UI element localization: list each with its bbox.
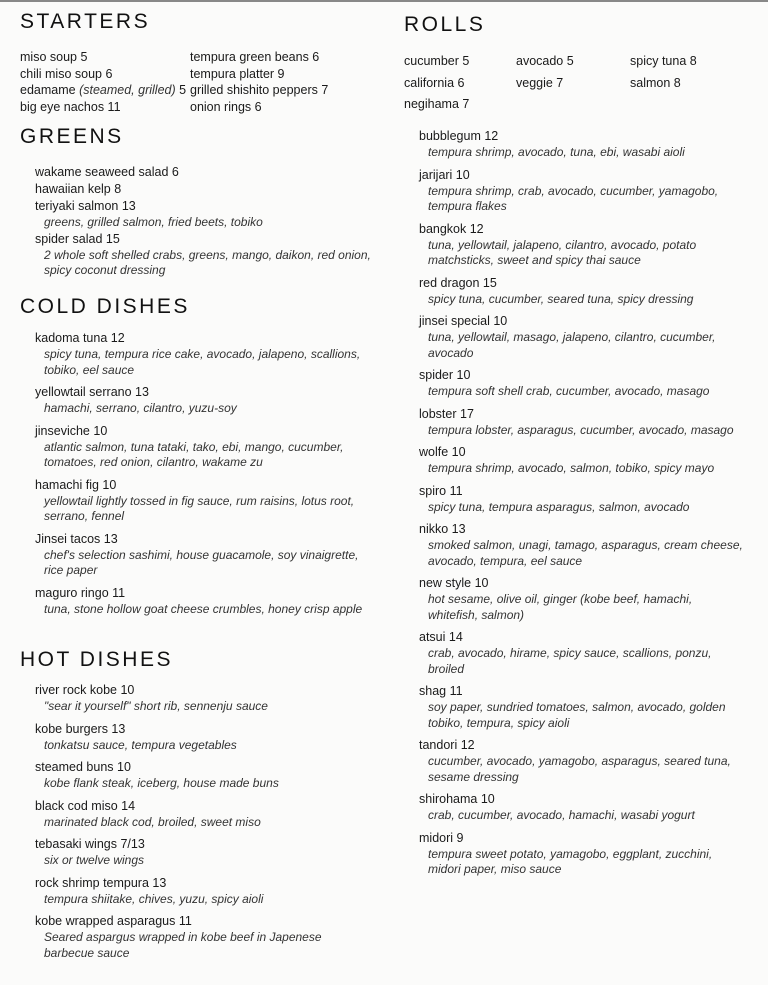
greens-heading: GREENS [20, 125, 124, 148]
hot-dishes-heading: HOT DISHES [20, 648, 173, 671]
hot-dishes-list [35, 682, 374, 967]
item-name: steamed buns 10 [35, 760, 131, 774]
item-name: kobe wrapped asparagus 11 [35, 914, 192, 928]
menu-item [419, 683, 743, 731]
menu-item [35, 721, 374, 754]
menu-item [35, 913, 374, 961]
menu-item [35, 759, 374, 792]
menu-item: cucumber 5 [404, 54, 470, 68]
item-description: tempura shrimp, avocado, tuna, ebi, wasabi aioli [428, 145, 685, 159]
menu-item [35, 531, 374, 579]
item-name: yellowtail serrano 13 [35, 385, 149, 399]
menu-item: onion rings 6 [190, 99, 262, 114]
menu-item [419, 275, 743, 308]
item-description: atlantic salmon, tuna tataki, tako, ebi, mango, cucumber, tomatoes, red onion, cilantro, wakame zu [44, 439, 344, 469]
menu-item [35, 181, 374, 198]
item-name: nikko 13 [419, 522, 466, 536]
item-name: bangkok 12 [419, 221, 484, 236]
menu-item: chili miso soup 6 [20, 66, 113, 81]
greens-list [35, 164, 374, 279]
menu-item [419, 444, 743, 477]
item-description: tuna, yellowtail, jalapeno, cilantro, avocado, potato matchsticks, sweet and spicy thai sauce [428, 237, 697, 267]
item-description: spicy tuna, tempura rice cake, avocado, jalapeno, scallions, tobiko, eel sauce [44, 347, 361, 377]
item-name: river rock kobe 10 [35, 683, 135, 697]
item-description: marinated black cod, broiled, sweet miso [44, 814, 261, 829]
menu-item [35, 836, 374, 869]
item-description: chef's selection sashimi, house guacamole, soy vinaigrette, rice paper [44, 547, 359, 577]
menu-item [419, 128, 743, 161]
page-border [0, 0, 768, 2]
item-name: wolfe 10 [419, 445, 466, 459]
item-name: bubblegum 12 [419, 129, 499, 143]
item-description: soy paper, sundried tomatoes, salmon, avocado, golden tobiko, tempura, spicy aioli [428, 700, 726, 730]
item-description: hot sesame, olive oil, ginger (kobe beef, hamachi, whitefish, salmon) [428, 592, 693, 622]
item-description: spicy tuna, tempura asparagus, salmon, avocado [428, 499, 690, 514]
item-description: tempura sweet potato, yamagobo, eggplant, zucchini, midori paper, miso sauce [428, 846, 713, 876]
item-description: greens, grilled salmon, fried beets, tobiko [44, 215, 263, 229]
item-name: maguro ringo 11 [35, 585, 126, 600]
item-name: lobster 17 [419, 406, 474, 421]
item-name: hamachi fig 10 [35, 477, 117, 492]
item-name: red dragon 15 [419, 275, 497, 290]
item-name: atsui 14 [419, 630, 463, 644]
menu-item [419, 575, 743, 623]
item-name: kobe burgers 13 [35, 721, 126, 736]
menu-item: tempura green beans 6 [190, 50, 320, 64]
item-description: tonkatsu sauce, tempura vegetables [44, 737, 237, 752]
menu-item [35, 682, 374, 715]
item-description: tempura lobster, asparagus, cucumber, avocado, masago [428, 422, 734, 437]
item-name: edamame [20, 83, 76, 97]
item-description: hamachi, serrano, cilantro, yuzu-soy [44, 401, 237, 415]
item-description: tuna, stone hollow goat cheese crumbles, honey crisp apple [44, 601, 363, 616]
menu-item [35, 164, 374, 181]
item-description: crab, cucumber, avocado, hamachi, wasabi yogurt [428, 808, 695, 822]
rolls-heading: ROLLS [404, 13, 486, 36]
item-name: jinsei special 10 [419, 314, 508, 328]
item-name: kadoma tuna 12 [35, 331, 125, 345]
item-name: jinseviche 10 [35, 423, 108, 438]
menu-item: spicy tuna 8 [630, 54, 697, 68]
menu-item [419, 791, 743, 824]
item-name: midori 9 [419, 830, 464, 845]
item-price: 5 [179, 83, 187, 97]
menu-item [419, 521, 743, 569]
menu-item [35, 585, 374, 618]
item-description: cucumber, avocado, yamagobo, asparagus, seared tuna, sesame dressing [428, 754, 731, 784]
item-description: six or twelve wings [44, 853, 145, 867]
menu-item [419, 406, 743, 439]
menu-item: avocado 5 [516, 54, 574, 68]
item-name: shirohama 10 [419, 792, 495, 806]
item-name: wakame seaweed salad 6 [35, 165, 179, 179]
item-name: shag 11 [419, 684, 463, 698]
item-description: crab, avocado, hirame, spicy sauce, scallions, ponzu, broiled [428, 646, 712, 676]
item-name: new style 10 [419, 576, 489, 590]
menu-item [419, 483, 743, 516]
item-name: rock shrimp tempura 13 [35, 875, 167, 890]
item-name: Jinsei tacos 13 [35, 531, 118, 546]
menu-item: negihama 7 [404, 97, 470, 111]
item-description: "sear it yourself" short rib, sennenju sauce [44, 699, 268, 713]
cold-dishes-list [35, 330, 374, 623]
item-description: Seared aspargus wrapped in kobe beef in Japenese barbecue sauce [44, 930, 322, 960]
item-name: spider salad 15 [35, 231, 120, 246]
item-name: jarijari 10 [419, 167, 470, 182]
item-name: teriyaki salmon 13 [35, 199, 136, 213]
menu-item [35, 875, 374, 908]
item-description: tuna, yellowtail, masago, jalapeno, cilantro, cucumber, avocado [428, 330, 716, 360]
menu-item [419, 367, 743, 400]
item-description: kobe flank steak, iceberg, house made buns [44, 776, 279, 790]
menu-item [35, 423, 374, 471]
item-description: tempura shrimp, crab, avocado, cucumber, yamagobo, tempura flakes [428, 183, 719, 213]
item-name: hawaiian kelp 8 [35, 182, 122, 196]
menu-item [35, 477, 374, 525]
item-name: spider 10 [419, 368, 471, 382]
menu-item [419, 221, 743, 269]
menu-item [35, 798, 374, 831]
item-description: smoked salmon, unagi, tamago, asparagus, cream cheese, avocado, tempura, eel sauce [428, 538, 743, 568]
menu-item: veggie 7 [516, 75, 564, 90]
menu-item [35, 384, 374, 417]
menu-item [35, 231, 374, 279]
cold-dishes-heading: COLD DISHES [20, 295, 190, 318]
item-description: tempura shrimp, avocado, salmon, tobiko, spicy mayo [428, 461, 715, 475]
menu-item: salmon 8 [630, 75, 681, 90]
menu-item [20, 82, 186, 99]
item-description: 2 whole soft shelled crabs, greens, mango, daikon, red onion, spicy coconut dressing [44, 247, 371, 277]
menu-item [419, 167, 743, 215]
starters-heading: STARTERS [20, 10, 151, 33]
menu-item: miso soup 5 [20, 50, 88, 64]
menu-item [419, 313, 743, 361]
menu-item [35, 330, 374, 378]
item-name: tandori 12 [419, 738, 475, 752]
item-description: tempura shiitake, chives, yuzu, spicy aioli [44, 891, 264, 906]
item-note: (steamed, grilled) [79, 83, 176, 97]
item-name: spiro 11 [419, 483, 463, 498]
menu-item [35, 198, 374, 231]
menu-item: big eye nachos 11 [20, 99, 121, 114]
menu-item [419, 629, 743, 677]
item-name: tebasaki wings 7/13 [35, 837, 145, 851]
item-description: tempura soft shell crab, cucumber, avocado, masago [428, 384, 710, 398]
menu-item [419, 737, 743, 785]
signature-rolls-list [419, 128, 743, 884]
menu-item [419, 830, 743, 878]
menu-item: tempura platter 9 [190, 66, 285, 81]
menu-item: california 6 [404, 75, 465, 90]
menu-item: grilled shishito peppers 7 [190, 83, 329, 97]
item-name: black cod miso 14 [35, 798, 136, 813]
item-description: spicy tuna, cucumber, seared tuna, spicy dressing [428, 291, 694, 306]
item-description: yellowtail lightly tossed in fig sauce, rum raisins, lotus root, serrano, fennel [44, 493, 355, 523]
